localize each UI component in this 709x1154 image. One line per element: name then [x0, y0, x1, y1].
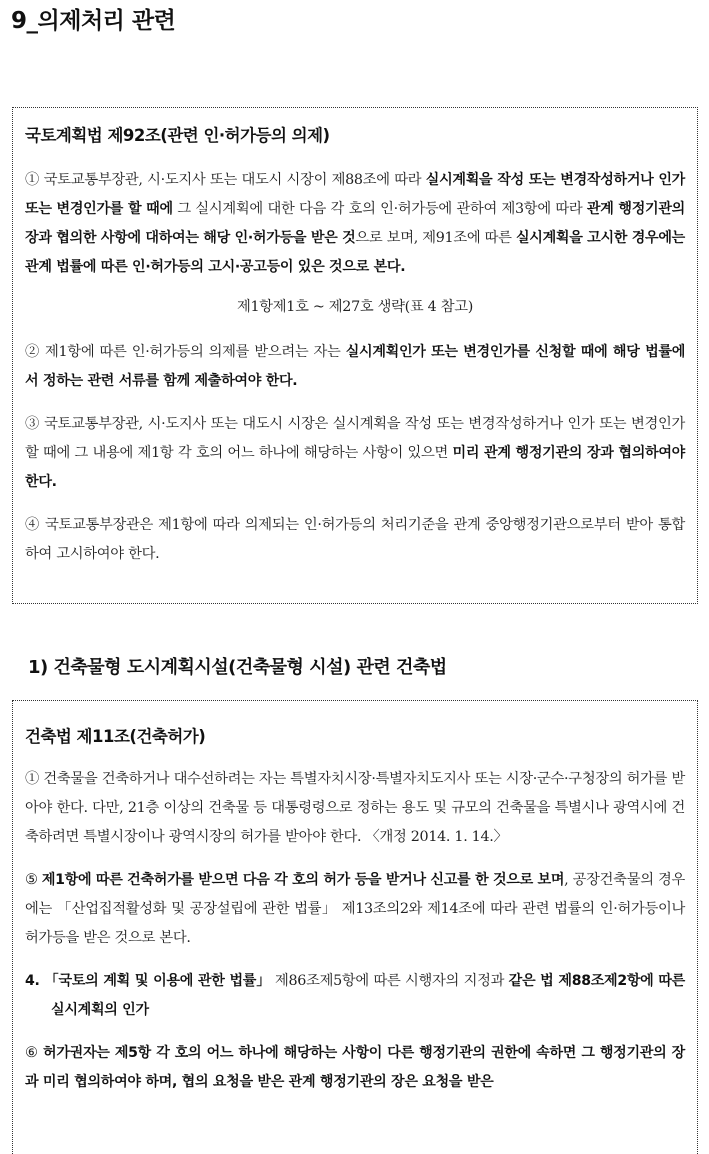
item-4 — [25, 967, 685, 1025]
clause-text: , 공장건축물의 경우에는 「산업집적활성화 및 공장설립에 관한 법률」 제13조의2와 제14조에 따라 관련 법률의 인·허가등이나 허가등을 받은 것으로 본다. — [25, 872, 685, 946]
clause-5 — [25, 866, 685, 953]
box-heading: 국토계획법 제92조(관련 인·허가등의 의제) — [25, 126, 330, 145]
clause-6 — [25, 1039, 685, 1097]
section-heading: 1) 건축물형 도시계획시설(건축물형 시설) 관련 건축법 — [28, 657, 447, 678]
clause-3 — [25, 410, 685, 497]
clause-text: ③ 국토교통부장관, 시·도지사 또는 대도시 시장은 실시계획을 작성 또는 변경작성하거나 인가 또는 변경인가할 때에 그 내용에 제1항 각 호의 어느 하나에 해당하는 사항이 있으면 — [25, 416, 685, 461]
item-text: 제86조제5항에 따른 시행자의 지정과 — [270, 973, 509, 989]
clause-emphasis: 실시계획인가 또는 변경인가를 신청할 때에 해당 법률에서 정하는 관련 서류를 함께 제출하여야 한다. — [25, 344, 686, 389]
law-excerpt-box-national-land-planning — [12, 107, 698, 604]
clause-2 — [25, 338, 685, 396]
clause-emphasis: 관계 행정기관의 장과 협의한 사항에 대하여는 해당 인·허가등을 받은 것 — [25, 201, 685, 246]
document-title: 9_의제처리 관련 — [11, 8, 176, 34]
clause-text: 그 실시계획에 대한 다음 각 호의 인·허가등에 관하여 제3항에 따라 — [172, 201, 587, 217]
clause-emphasis: 실시계획을 작성 또는 변경작성하거나 인가 또는 변경인가를 할 때에 — [25, 172, 685, 217]
clause-text: ② 제1항에 따른 인·허가등의 의제를 받으려는 자는 — [25, 344, 346, 360]
clause-text: ① 국토교통부장관, 시·도지사 또는 대도시 시장이 제88조에 따라 — [25, 172, 426, 188]
law-excerpt-box-building-act — [12, 700, 698, 1154]
item-emphasis: 같은 법 제88조제2항에 따른 실시계획의 인가 — [51, 973, 685, 1018]
clause-emphasis: 실시계획을 고시한 경우에는 관계 법률에 따른 인·허가등의 고시·공고등이 있은 것으로 본다. — [25, 230, 685, 275]
clause-1 — [25, 166, 685, 282]
clause-text: ⑥ — [25, 1045, 44, 1061]
clause-1 — [25, 765, 685, 852]
clause-emphasis: 미리 관계 행정기관의 장과 협의하여야 한다. — [25, 445, 685, 490]
item-emphasis: 4. 「국토의 계획 및 이용에 관한 법률」 — [25, 973, 271, 989]
omitted-items-note: 제1항제1호 ~ 제27호 생략(표 4 참고) — [236, 299, 474, 315]
clause-text: ① 건축물을 건축하거나 대수선하려는 자는 특별자치시장·특별자치도지사 또는 시장·군수·구청장의 허가를 받아야 한다. 다만, 21층 이상의 건축물 등 대통령령으로 정하는 용도 및 규모의 건축물을 특별시나 광역시에 건축하려면 특별시장이나 광역시장의 허가를 받아야 한다. 〈개정 2014. 1. 14.〉 — [25, 771, 685, 845]
box-heading: 건축법 제11조(건축허가) — [25, 727, 206, 746]
clause-emphasis: 제1항에 따른 건축허가를 받으면 다음 각 호의 허가 등을 받거나 신고를 한 것으로 보며 — [41, 872, 565, 888]
clause-text: ④ 국토교통부장관은 제1항에 따라 의제되는 인·허가등의 처리기준을 관계 중앙행정기관으로부터 받아 통합하여 고시하여야 한다. — [25, 517, 685, 562]
clause-4 — [25, 511, 685, 569]
clause-text: ⑤ — [25, 872, 42, 888]
clause-text: 으로 보며, 제91조에 따른 — [355, 230, 516, 246]
clause-emphasis: 허가권자는 제5항 각 호의 어느 하나에 해당하는 사항이 다른 행정기관의 권한에 속하면 그 행정기관의 장과 미리 협의하여야 하며, 협의 요청을 받은 관계 행정기관의 장은 요청을 받은 — [25, 1045, 685, 1090]
